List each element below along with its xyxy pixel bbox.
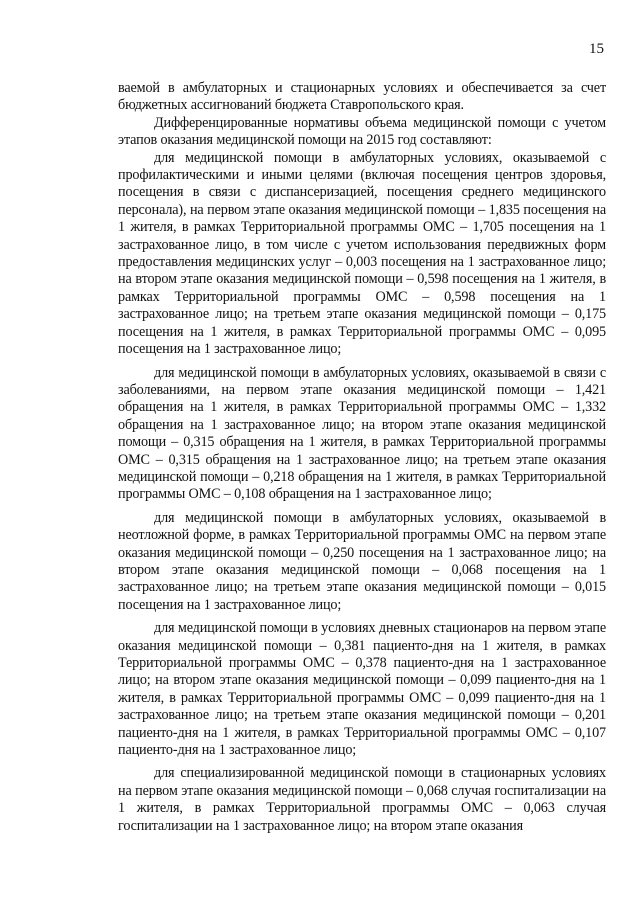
paragraph-ambulatory-preventive: для медицинской помощи в амбулаторных условиях, оказываемой с профилактическими и иными целями (включая посещения центров здоровья, посещения в связи с диспансеризацией, посещения среднего медицинского персонала), на первом этапе оказания медицинской помощи – 1,835 посещения на 1 жителя, в рамках Территориальной программы ОМС – 1,705 посещения на 1 застрахованное лицо, в том числе с учетом использования передвижных форм предоставления медицинских услуг – 0,003 посещения на 1 застрахованное лицо; на втором этапе оказания медицинской помощи – 0,598 посещения на 1 жителя, в рамках Территориальной программы ОМС – 0,598 посещения на 1 застрахованное лицо; на третьем этапе оказания медицинской помощи – 0,175 посещения на 1 жителя, в рамках Территориальной программы ОМС – 0,095 посещения на 1 застрахованное лицо; (118, 149, 606, 358)
page-number: 15 (589, 41, 604, 57)
document-body (118, 80, 606, 835)
paragraph-specialized-inpatient: для специализированной медицинской помощи в стационарных условиях на первом этапе оказания медицинской помощи – 0,068 случая госпитализации на 1 жителя, в рамках Территориальной программы ОМС – 0,063 случая госпитализации на 1 застрахованное лицо; на втором этапе оказания (118, 765, 606, 834)
paragraph-intro: Дифференцированные нормативы объема медицинской помощи с учетом этапов оказания медицинской помощи на 2015 год составляют: (118, 114, 606, 149)
paragraph-day-hospital: для медицинской помощи в условиях дневных стационаров на первом этапе оказания медицинской помощи – 0,381 пациенто-дня на 1 жителя, в рамках Территориальной программы ОМС – 0,378 пациенто-дня на 1 застрахованное лицо; на втором этапе оказания медицинской помощи – 0,099 пациенто-дня на 1 жителя, в рамках Территориальной программы ОМС – 0,099 пациенто-дня на 1 застрахованное лицо; на третьем этапе оказания медицинской помощи – 0,201 пациенто-дня на 1 жителя, в рамках Территориальной программы ОМС – 0,107 пациенто-дня на 1 застрахованное лицо; (118, 620, 606, 759)
paragraph-ambulatory-disease: для медицинской помощи в амбулаторных условиях, оказываемой в связи с заболеваниями, на первом этапе оказания медицинской помощи – 1,421 обращения на 1 жителя, в рамках Территориальной программы ОМС – 1,332 обращения на 1 застрахованное лицо; на втором этапе оказания медицинской помощи – 0,315 обращения на 1 жителя, в рамках Территориальной программы ОМС – 0,315 обращения на 1 застрахованное лицо; на третьем этапе оказания медицинской помощи – 0,218 обращения на 1 жителя, в рамках Территориальной программы ОМС – 0,108 обращения на 1 застрахованное лицо; (118, 364, 606, 503)
paragraph-ambulatory-emergency: для медицинской помощи в амбулаторных условиях, оказываемой в неотложной форме, в рамках Территориальной программы ОМС на первом этапе оказания медицинской помощи – 0,250 посещения на 1 застрахованное лицо; на втором этапе оказания медицинской помощи – 0,068 посещения на 1 застрахованное лицо; на третьем этапе оказания медицинской помощи – 0,015 посещения на 1 застрахованное лицо; (118, 509, 606, 613)
paragraph-continuation: ваемой в амбулаторных и стационарных условиях и обеспечивается за счет бюджетных ассигнований бюджета Ставропольского края. (118, 80, 606, 114)
